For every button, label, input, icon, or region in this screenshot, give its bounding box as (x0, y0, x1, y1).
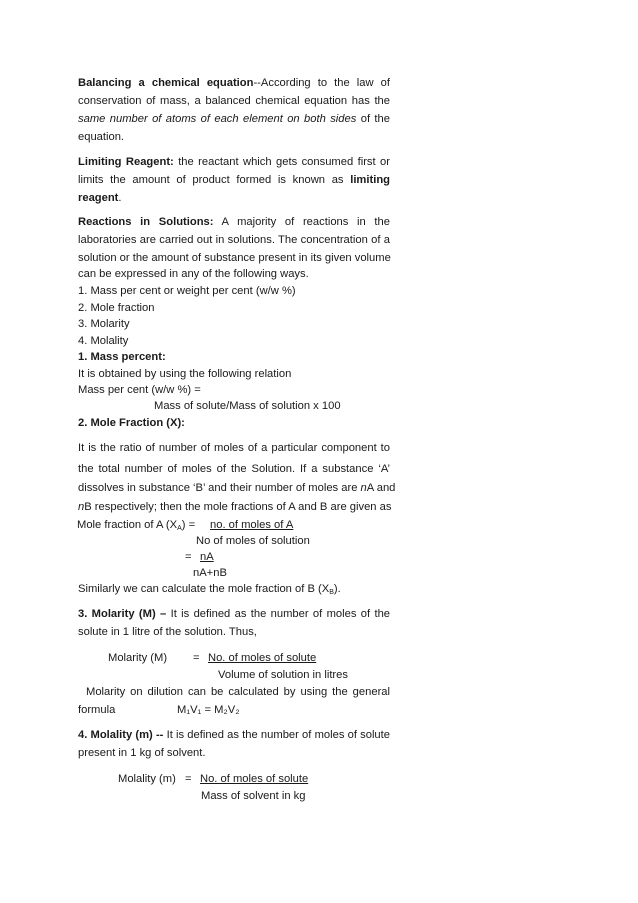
reactions-line-2: laboratories are carried out in solutions. The concentration of a (78, 234, 390, 246)
molarity-heading: 3. Molarity (M) – (78, 608, 167, 620)
reactions-line-3: solution or the amount of substance present in its given volume (78, 252, 391, 264)
molality-label: Molality (m) (118, 773, 176, 785)
reactions-line-1 (78, 215, 390, 229)
molarity-dilution-formula: M₁V₁ = M₂V₂ (177, 704, 240, 716)
numerator-text: No. of moles of solute (208, 652, 317, 664)
molarity-equals: = (193, 652, 200, 664)
numerator-text: no. of moles of A (210, 519, 294, 531)
limiting-heading: Limiting Reagent: (78, 156, 174, 168)
molality-line-1 (78, 728, 390, 742)
limiting-bold-text: limiting (350, 174, 390, 186)
mole-fraction-denominator-2: nA+nB (193, 567, 227, 579)
balancing-separator: -- (253, 77, 261, 89)
molarity-dilution-line-2: formula (78, 704, 116, 716)
molality-numerator (200, 772, 308, 786)
molality-text: It is defined as the number of moles of solute (163, 729, 390, 741)
mole-fraction-line-3 (78, 481, 396, 495)
mass-percent-line-2: Mass per cent (w/w %) = (78, 384, 201, 396)
mass-percent-formula: Mass of solute/Mass of solution x 100 (154, 400, 341, 412)
formula-label-text: Mole fraction of A (X (77, 519, 178, 531)
mole-fraction-numerator-2 (200, 550, 214, 564)
balancing-line-2: conservation of mass, a balanced chemical equation has the (78, 95, 390, 107)
mass-percent-heading-text: 1. Mass percent: (78, 351, 166, 363)
mole-fraction-numerator (210, 518, 293, 532)
mole-fraction-italic-n: n (78, 501, 85, 513)
balancing-line-4: equation. (78, 131, 125, 143)
reactions-heading: Reactions in Solutions: (78, 216, 214, 228)
formula-subscript: A (177, 525, 182, 532)
mole-fraction-similarly (78, 582, 341, 598)
limiting-line-3 (78, 191, 122, 205)
reactions-text: A majority of reactions in the (213, 216, 390, 228)
molarity-denominator: Volume of solution in litres (218, 669, 348, 681)
mole-fraction-formula-label (77, 518, 195, 534)
molarity-line-1 (78, 607, 390, 621)
molality-equals: = (185, 773, 192, 785)
balancing-text: According to the law of (260, 77, 390, 89)
formula-label-text: ) = (181, 519, 196, 531)
mole-fraction-line-1: It is the ratio of number of moles of a particular component to (78, 442, 390, 454)
balancing-line-1 (78, 76, 390, 90)
list-item: 3. Molarity (78, 318, 130, 330)
list-item: 4. Molality (78, 335, 129, 347)
mole-fraction-heading-text: 2. Mole Fraction (X): (78, 417, 185, 429)
mole-fraction-heading (78, 416, 185, 430)
mass-percent-heading (78, 350, 166, 364)
limiting-bold-text: reagent (78, 192, 119, 204)
balancing-italic-text: same number of atoms of each element on both sides (78, 113, 357, 125)
limiting-text: the reactant which gets consumed first or (178, 156, 390, 168)
reactions-line-4: can be expressed in any of the following ways. (78, 268, 309, 280)
similarly-text: Similarly we can calculate the mole fraction of B (X (78, 583, 330, 595)
list-item: 1. Mass per cent or weight per cent (w/w %) (78, 285, 296, 297)
mass-percent-line-1: It is obtained by using the following relation (78, 368, 292, 380)
molarity-numerator (208, 651, 316, 665)
mole-fraction-equals: = (185, 551, 192, 563)
similarly-text: ). (333, 583, 341, 595)
numerator-text: nA (200, 551, 214, 563)
limiting-text: . (118, 192, 122, 204)
mole-fraction-text: B respectively; then the mole fractions of A and B are given as (84, 501, 392, 513)
similarly-subscript: B (329, 589, 334, 596)
mole-fraction-line-4 (78, 500, 391, 514)
mole-fraction-italic-n: n (360, 482, 367, 494)
limiting-line-2 (78, 173, 390, 187)
mole-fraction-denominator: No of moles of solution (196, 535, 310, 547)
mole-fraction-line-2: the total number of moles of the Solution. If a substance ‘A’ (78, 463, 390, 475)
list-item: 2. Mole fraction (78, 302, 155, 314)
limiting-text: limits the amount of product formed is known as (78, 174, 344, 186)
molarity-text: It is defined as the number of moles of the (166, 608, 391, 620)
molality-denominator: Mass of solvent in kg (201, 790, 306, 802)
molality-line-2: present in 1 kg of solvent. (78, 747, 206, 759)
numerator-text: No. of moles of solute (200, 773, 309, 785)
molarity-line-2: solute in 1 litre of the solution. Thus, (78, 626, 257, 638)
limiting-line-1 (78, 155, 390, 169)
molality-heading: 4. Molality (m) -- (78, 729, 164, 741)
molarity-label: Molarity (M) (108, 652, 168, 664)
balancing-text: of the (356, 113, 390, 125)
balancing-heading: Balancing a chemical equation (78, 77, 254, 89)
mole-fraction-text: A and (366, 482, 396, 494)
balancing-line-3 (78, 112, 390, 126)
molarity-dilution-line-1: Molarity on dilution can be calculated by using the general (86, 686, 390, 698)
mole-fraction-text: dissolves in substance ‘B’ and their number of moles are (78, 482, 361, 494)
